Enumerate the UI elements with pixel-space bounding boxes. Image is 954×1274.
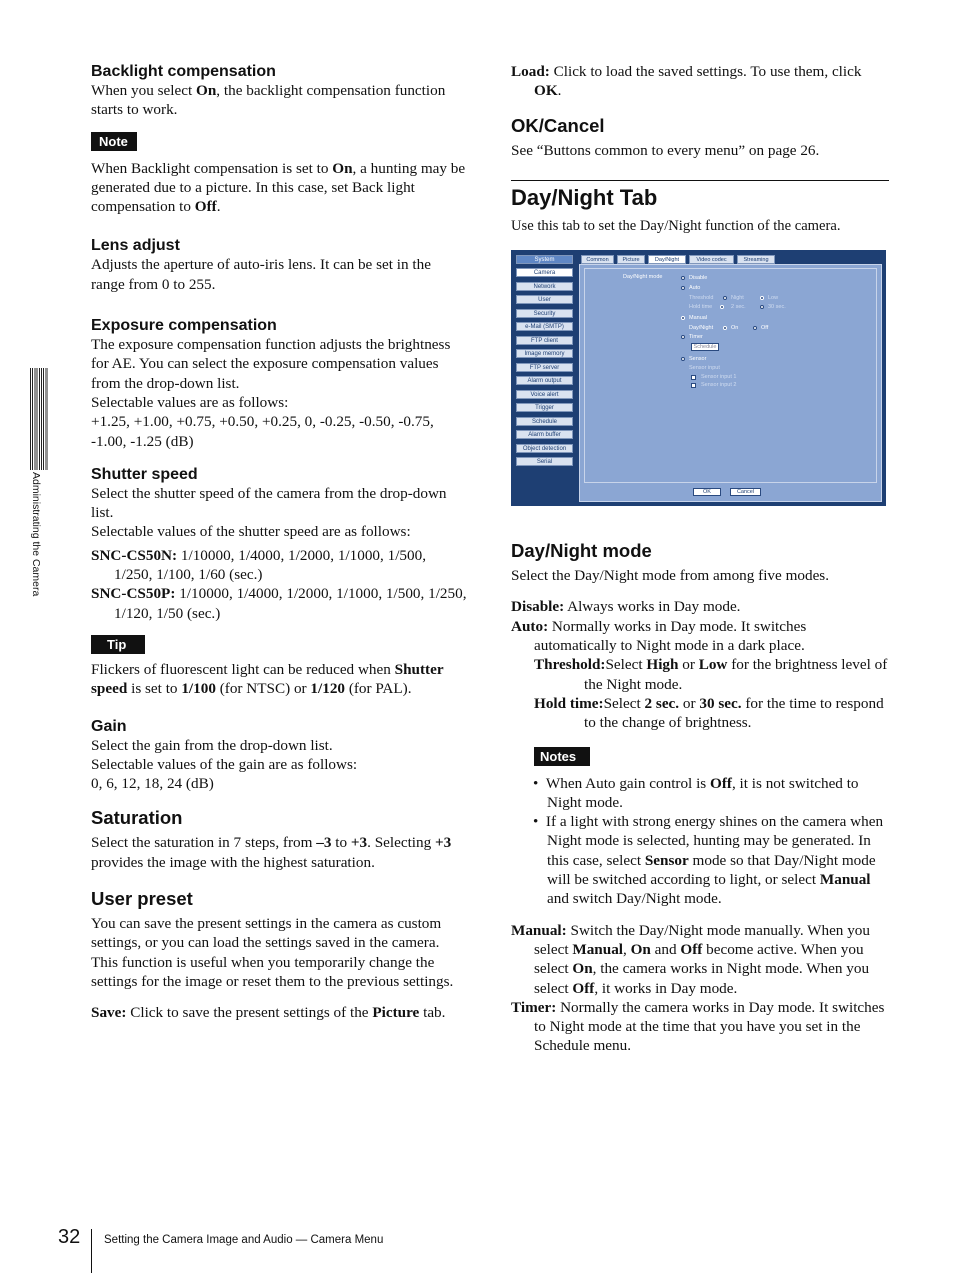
checkbox-sensor-1[interactable] [691, 375, 696, 380]
tab-picture[interactable]: Picture [617, 255, 645, 264]
radio-disable[interactable] [681, 276, 685, 280]
radio-timer[interactable] [681, 335, 685, 339]
tab-streaming[interactable]: Streaming [737, 255, 775, 264]
backlight-text: When you select On, the backlight compensation function starts to work. [91, 82, 446, 119]
gain-text: Select the gain from the drop-down list. [91, 736, 333, 754]
radio-sensor[interactable] [681, 357, 685, 361]
gain-values: 0, 6, 12, 18, 24 (dB) [91, 775, 214, 793]
mode-hold-time: Hold time:Select 2 sec. or 30 sec. for the time to respond to the change of brightness. [534, 694, 884, 732]
nav-serial[interactable]: Serial [516, 457, 573, 466]
saturation-text: Select the saturation in 7 steps, from –3 to +3. Selecting +3 provides the image with the highest saturation. [91, 834, 452, 871]
preset-text-1: You can save the present settings in the camera as custom settings, or you can load the settings saved in the camera. [91, 915, 442, 952]
note-item: • When Auto gain control is Off, it is not switched to Night mode. [533, 774, 859, 811]
nav-schedule[interactable]: Schedule [516, 417, 573, 426]
preset-save: Save: Click to save the present settings of the Picture tab. [91, 1004, 446, 1022]
saturation-heading: Saturation [91, 807, 183, 829]
gain-values-intro: Selectable values of the gain are as follows: [91, 755, 358, 773]
shutter-tip: Flickers of fluorescent light can be reduced when Shutter speed is set to 1/100 (for NTSC) or 1/120 (for PAL). [91, 660, 444, 698]
mode-text: Select the Day/Night mode from among five modes. [511, 567, 830, 585]
radio-manual[interactable] [681, 316, 685, 320]
nav-trigger[interactable]: Trigger [516, 403, 573, 412]
note-badge: Note [91, 132, 137, 151]
notes-list [511, 774, 889, 909]
footer-rule [91, 1229, 92, 1273]
right-column [511, 62, 889, 1056]
nav-email[interactable]: e-Mail (SMTP) [516, 322, 573, 331]
mode-timer: Timer: Normally the camera works in Day mode. It switches to Night mode at the time that you have you set in the Schedule menu. [511, 998, 885, 1055]
notes-badge-wrap [511, 747, 889, 766]
mode-heading: Day/Night mode [511, 540, 652, 562]
daynight-screenshot [511, 250, 886, 506]
schedule-button[interactable]: Schedule [691, 343, 719, 351]
nav-security[interactable]: Security [516, 309, 573, 318]
gain-heading: Gain [91, 717, 127, 735]
nav-alarm-buffer[interactable]: Alarm buffer [516, 430, 573, 439]
tip-badge: Tip [91, 635, 145, 654]
nav-network[interactable]: Network [516, 282, 573, 291]
tab-video-codec[interactable]: Video codec [689, 255, 734, 264]
shutter-heading: Shutter speed [91, 465, 198, 483]
nav-ftp-client[interactable]: FTP client [516, 336, 573, 345]
settings-inner: Day/Night mode Disable Auto Threshold Night Low Hold time 2 sec. 30 sec. Manual Day/Night On Off Timer Schedule Sensor Sensor input Sensor input 1 Sensor input 2 [584, 268, 877, 483]
mode-auto: Auto: Normally works in Day mode. It switches automatically to Night mode in a dark place. [511, 617, 807, 655]
radio-30sec[interactable] [760, 305, 764, 309]
shutter-values-intro: Selectable values of the shutter speed are as follows: [91, 523, 411, 541]
okcancel-heading: OK/Cancel [511, 114, 605, 136]
tab-common[interactable]: Common [581, 255, 614, 264]
footer-text: Setting the Camera Image and Audio — Camera Menu [104, 1234, 384, 1246]
page-number: 32 [58, 1226, 81, 1248]
nav-alarm-output[interactable]: Alarm output [516, 376, 573, 385]
nav-image-memory[interactable]: Image memory [516, 349, 573, 358]
exposure-text: The exposure compensation function adjusts the brightness for AE. You can select the exposure compensation values from the drop-down list. [91, 336, 451, 392]
exposure-heading: Exposure compensation [91, 317, 277, 335]
shutter-text: Select the shutter speed of the camera from the drop-down list. [91, 484, 447, 522]
nav-camera[interactable]: Camera [516, 268, 573, 277]
exposure-values-intro: Selectable values are as follows: [91, 393, 289, 411]
shutter-n-values: SNC-CS50N: 1/10000, 1/4000, 1/2000, 1/1000, 1/500, 1/250, 1/100, 1/60 (sec.) [91, 546, 426, 584]
ok-button[interactable]: OK [693, 488, 721, 496]
nav-object-detection[interactable]: Object detection [516, 444, 573, 453]
exposure-values: +1.25, +1.00, +0.75, +0.50, +0.25, 0, -0.25, -0.50, -0.75, -1.00, -1.25 (dB) [91, 413, 434, 450]
checkbox-sensor-2[interactable] [691, 383, 696, 388]
radio-on[interactable] [723, 326, 727, 330]
shutter-p-values: SNC-CS50P: 1/10000, 1/4000, 1/2000, 1/1000, 1/500, 1/250, 1/120, 1/50 (sec.) [91, 585, 467, 622]
mode-manual: Manual: Switch the Day/Night mode manually. When you select Manual, On and Off become active. When you select On, the camera works in Night mode. When you select Off, it works in Day mode. [511, 921, 870, 997]
mode-disable: Disable: Always works in Day mode. [511, 598, 741, 616]
settings-panel [579, 264, 882, 502]
radio-off[interactable] [753, 326, 757, 330]
tab-daynight[interactable]: Day/Night [648, 255, 686, 264]
side-tab-marker [30, 368, 48, 470]
okcancel-text: See “Buttons common to every menu” on page 26. [511, 141, 820, 159]
cancel-button[interactable]: Cancel [730, 488, 761, 496]
preset-text-2: This function is useful when you temporarily change the settings for the image or reset them to the previous settings. [91, 953, 454, 990]
backlight-note: When Backlight compensation is set to On, a hunting may be generated due to a picture. In this case, set Back light compensation to Off. [91, 159, 466, 216]
backlight-heading: Backlight compensation [91, 63, 276, 80]
lens-text: Adjusts the aperture of auto-iris lens. It can be set in the range from 0 to 255. [91, 256, 431, 293]
note-item: • If a light with strong energy shines on the camera when Night mode is selected, hunting may be generated. In this case, select Sensor mode so that Day/Night mode will be switched according to light, or select Manual and switch Day/Night mode. [533, 813, 884, 908]
side-label: Administrating the Camera [30, 472, 42, 597]
nav-system[interactable]: System [516, 255, 573, 264]
radio-low[interactable] [760, 296, 764, 300]
nav-voice-alert[interactable]: Voice alert [516, 390, 573, 399]
preset-heading: User preset [91, 888, 193, 910]
nav-user[interactable]: User [516, 295, 573, 304]
radio-night[interactable] [723, 296, 727, 300]
load-text: Load: Click to load the saved settings. To use them, click OK. [511, 63, 862, 100]
daynight-tab-heading: Day/Night Tab [511, 184, 658, 210]
nav-ftp-server[interactable]: FTP server [516, 363, 573, 372]
radio-auto[interactable] [681, 286, 685, 290]
left-column [91, 62, 467, 1023]
lens-heading: Lens adjust [91, 237, 180, 255]
notes-badge: Notes [534, 747, 590, 766]
mode-threshold: Threshold:Select High or Low for the brightness level of the Night mode. [534, 656, 888, 693]
mode-label: Day/Night mode [623, 274, 663, 281]
daynight-tab-text: Use this tab to set the Day/Night function of the camera. [511, 217, 841, 234]
radio-2sec[interactable] [720, 305, 724, 309]
